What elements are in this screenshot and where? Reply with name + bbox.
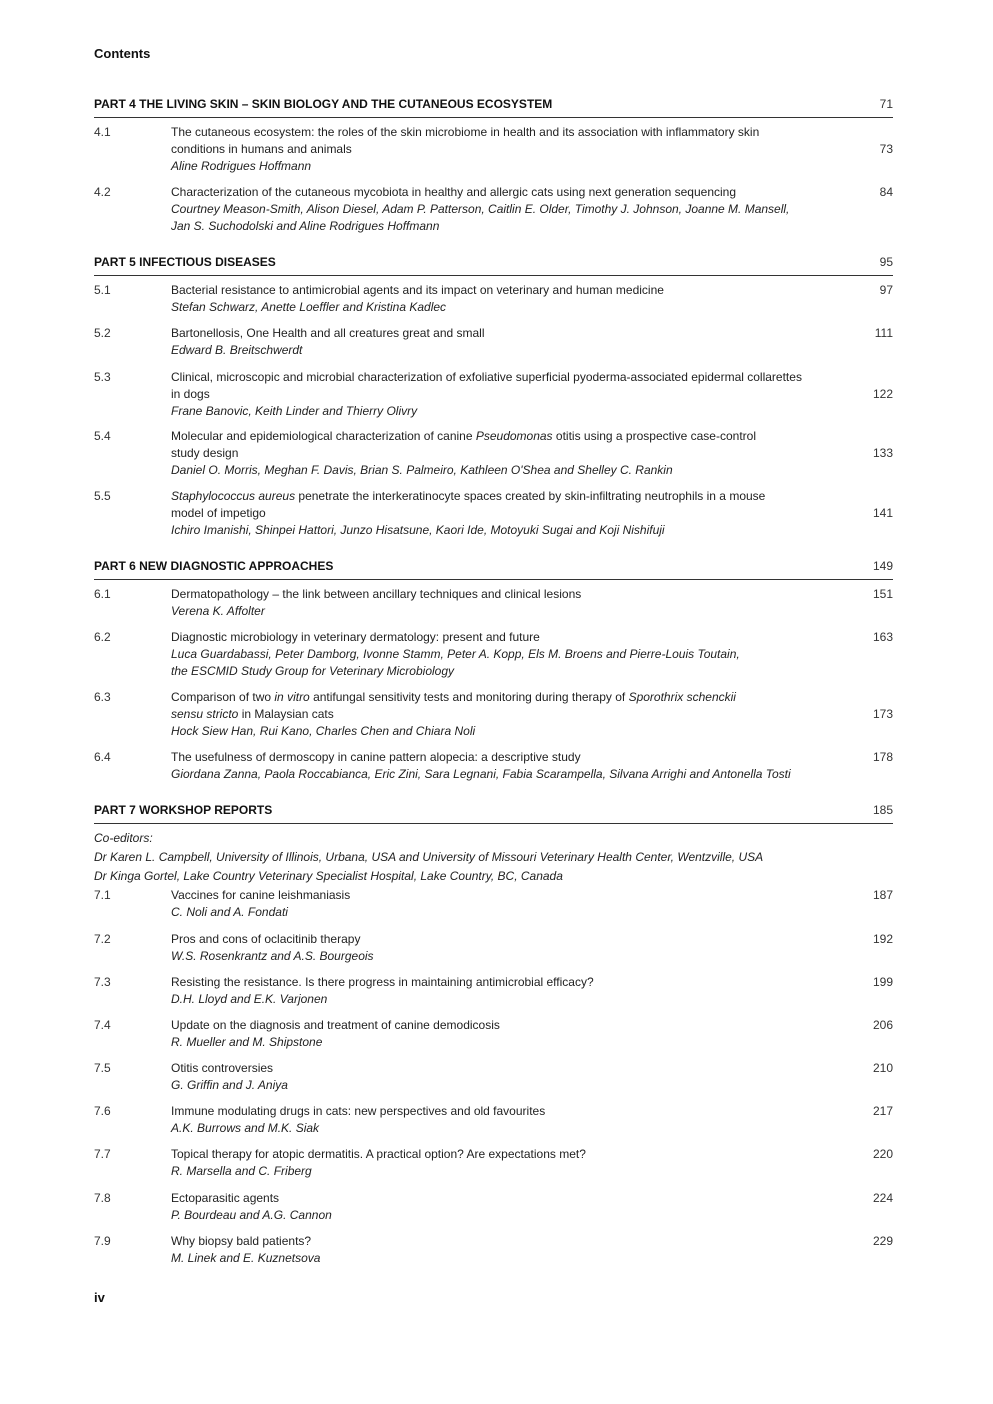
entry-page-number: 173 <box>872 707 893 721</box>
entry-title: Dermatopathology – the link between ancillary techniques and clinical lesions <box>171 587 582 601</box>
entry-authors: W.S. Rosenkrantz and A.S. Bourgeois <box>171 949 374 963</box>
entry-number: 6.3 <box>94 690 111 704</box>
entry-authors: P. Bourdeau and A.G. Cannon <box>171 1208 332 1222</box>
entry-title: Update on the diagnosis and treatment of canine demodicosis <box>171 1018 500 1032</box>
part-title: PART 5 INFECTIOUS DISEASES <box>94 255 276 269</box>
entry-number: 5.2 <box>94 326 111 340</box>
entry-authors: A.K. Burrows and M.K. Siak <box>171 1121 320 1135</box>
entry-title: Diagnostic microbiology in veterinary dermatology: present and future <box>171 630 540 644</box>
entry-authors: R. Marsella and C. Friberg <box>171 1164 312 1178</box>
entry-title: Resisting the resistance. Is there progress in maintaining antimicrobial efficacy? <box>171 975 594 989</box>
entry-title-continued: in dogs <box>171 387 210 401</box>
entry-title: Bacterial resistance to antimicrobial agents and its impact on veterinary and human medicine <box>171 283 664 297</box>
entry-number: 7.7 <box>94 1147 111 1161</box>
entry-authors: Giordana Zanna, Paola Roccabianca, Eric Zini, Sara Legnani, Fabia Scarampella, Silvana Arrighi and Antonella Tosti <box>171 767 791 781</box>
coeditors-label: Co-editors: <box>94 831 153 845</box>
entry-page-number: 217 <box>872 1104 893 1118</box>
entry-number: 6.4 <box>94 750 111 764</box>
entry-title-italic: Pseudomonas <box>475 429 553 443</box>
part-page-number: 149 <box>872 559 893 573</box>
entry-title-continued: conditions in humans and animals <box>171 142 352 156</box>
entry-number: 4.1 <box>94 125 111 139</box>
entry-title-text: antifungal sensitivity tests and monitoring during therapy of <box>309 690 629 704</box>
entry-authors: M. Linek and E. Kuznetsova <box>171 1251 321 1265</box>
entry-title: Immune modulating drugs in cats: new perspectives and old favourites <box>171 1104 546 1118</box>
entry-authors: Aline Rodrigues Hoffmann <box>171 159 312 173</box>
entry-authors: R. Mueller and M. Shipstone <box>171 1035 323 1049</box>
entry-page-number: 73 <box>879 142 893 156</box>
entry-page-number: 163 <box>872 630 893 644</box>
entry-page-number: 178 <box>872 750 893 764</box>
entry-number: 5.5 <box>94 489 111 503</box>
part-title: PART 7 WORKSHOP REPORTS <box>94 803 273 817</box>
entry-page-number: 151 <box>872 587 893 601</box>
entry-title-continued: study design <box>171 446 239 460</box>
entry-title-continued <box>171 706 831 723</box>
entry-authors: D.H. Lloyd and E.K. Varjonen <box>171 992 328 1006</box>
entry-number: 7.9 <box>94 1234 111 1248</box>
coeditor-line: Dr Karen L. Campbell, University of Illinois, Urbana, USA and University of Missouri Veterinary Health Center, Wentzville, USA <box>94 850 764 864</box>
entry-authors: Ichiro Imanishi, Shinpei Hattori, Junzo Hisatsune, Kaori Ide, Motoyuki Sugai and Koji Nishifuji <box>171 523 665 537</box>
entry-title-italic: Staphylococcus aureus <box>171 489 296 503</box>
entry-title-text: Comparison of two <box>171 690 275 704</box>
entry-title <box>171 488 831 505</box>
entry-page-number: 220 <box>872 1147 893 1161</box>
entry-page-number: 97 <box>879 283 893 297</box>
entry-authors-continued: Jan S. Suchodolski and Aline Rodrigues Hoffmann <box>171 219 440 233</box>
entry-title <box>171 689 831 706</box>
entry-number: 7.3 <box>94 975 111 989</box>
entry-title: Why biopsy bald patients? <box>171 1234 312 1248</box>
entry-number: 7.6 <box>94 1104 111 1118</box>
entry-number: 7.2 <box>94 932 111 946</box>
entry-number: 5.1 <box>94 283 111 297</box>
entry-title <box>171 428 831 445</box>
entry-authors: C. Noli and A. Fondati <box>171 905 288 919</box>
entry-page-number: 192 <box>872 932 893 946</box>
entry-page-number: 133 <box>872 446 893 460</box>
entry-number: 7.1 <box>94 888 111 902</box>
entry-title-continued: model of impetigo <box>171 506 266 520</box>
entry-title: Bartonellosis, One Health and all creatures great and small <box>171 326 485 340</box>
entry-page-number: 206 <box>872 1018 893 1032</box>
part-5-heading <box>94 255 893 276</box>
entry-title: Vaccines for canine leishmaniasis <box>171 888 351 902</box>
entry-number: 7.8 <box>94 1191 111 1205</box>
entry-number: 5.4 <box>94 429 111 443</box>
entry-authors-continued: the ESCMID Study Group for Veterinary Microbiology <box>171 664 455 678</box>
entry-title: Pros and cons of oclacitinib therapy <box>171 932 361 946</box>
entry-page-number: 187 <box>872 888 893 902</box>
entry-title: The usefulness of dermoscopy in canine pattern alopecia: a descriptive study <box>171 750 581 764</box>
entry-authors: Courtney Meason-Smith, Alison Diesel, Adam P. Patterson, Caitlin E. Older, Timothy J. Johnson, Joanne M. Mansell, <box>171 202 790 216</box>
part-page-number: 71 <box>879 97 893 111</box>
entry-number: 7.5 <box>94 1061 111 1075</box>
entry-title: Topical therapy for atopic dermatitis. A practical option? Are expectations met? <box>171 1147 586 1161</box>
page-title: Contents <box>94 46 151 61</box>
entry-title: Otitis controversies <box>171 1061 274 1075</box>
entry-authors: Luca Guardabassi, Peter Damborg, Ivonne Stamm, Peter A. Kopp, Els M. Broens and Pierre-Louis Toutain, <box>171 647 740 661</box>
part-page-number: 185 <box>872 803 893 817</box>
entry-page-number: 210 <box>872 1061 893 1075</box>
entry-page-number: 141 <box>872 506 893 520</box>
part-title: PART 4 THE LIVING SKIN – SKIN BIOLOGY AND THE CUTANEOUS ECOSYSTEM <box>94 97 553 111</box>
entry-title: Characterization of the cutaneous mycobiota in healthy and allergic cats using next generation sequencing <box>171 185 737 199</box>
entry-page-number: 199 <box>872 975 893 989</box>
part-page-number: 95 <box>879 255 893 269</box>
page-folio: iv <box>94 1290 105 1305</box>
part-title: PART 6 NEW DIAGNOSTIC APPROACHES <box>94 559 334 573</box>
entry-title-text: Molecular and epidemiological characterization of canine <box>171 429 476 443</box>
entry-authors: Hock Siew Han, Rui Kano, Charles Chen and Chiara Noli <box>171 724 476 738</box>
entry-title-italic: sensu stricto <box>171 707 239 721</box>
entry-title: Clinical, microscopic and microbial characterization of exfoliative superficial pyoderma-associated epidermal collarettes <box>171 370 802 384</box>
entry-page-number: 84 <box>879 185 893 199</box>
entry-number: 6.2 <box>94 630 111 644</box>
entry-authors: Daniel O. Morris, Meghan F. Davis, Brian S. Palmeiro, Kathleen O'Shea and Shelley C. Rankin <box>171 463 673 477</box>
entry-authors: Stefan Schwarz, Anette Loeffler and Kristina Kadlec <box>171 300 447 314</box>
entry-title-italic: in vitro <box>274 690 310 704</box>
part-4-heading <box>94 97 893 118</box>
entry-title-text: in Malaysian cats <box>238 707 334 721</box>
entry-number: 5.3 <box>94 370 111 384</box>
entry-title: Ectoparasitic agents <box>171 1191 280 1205</box>
entry-title: The cutaneous ecosystem: the roles of the skin microbiome in health and its association with inflammatory skin <box>171 125 760 139</box>
part-6-heading <box>94 559 893 580</box>
entry-authors: G. Griffin and J. Aniya <box>171 1078 288 1092</box>
entry-authors: Frane Banovic, Keith Linder and Thierry Olivry <box>171 404 418 418</box>
entry-number: 4.2 <box>94 185 111 199</box>
entry-page-number: 229 <box>872 1234 893 1248</box>
entry-authors: Edward B. Breitschwerdt <box>171 343 303 357</box>
coeditor-line: Dr Kinga Gortel, Lake Country Veterinary Specialist Hospital, Lake Country, BC, Canada <box>94 869 563 883</box>
entry-page-number: 111 <box>874 326 893 340</box>
entry-title-text: otitis using a prospective case-control <box>552 429 756 443</box>
entry-number: 6.1 <box>94 587 111 601</box>
entry-title-text: penetrate the interkeratinocyte spaces created by skin-infiltrating neutrophils in a mouse <box>295 489 766 503</box>
entry-page-number: 122 <box>872 387 893 401</box>
entry-title-italic: Sporothrix schenckii <box>628 690 736 704</box>
entry-page-number: 224 <box>872 1191 893 1205</box>
entry-number: 7.4 <box>94 1018 111 1032</box>
part-7-heading <box>94 803 893 824</box>
entry-authors: Verena K. Affolter <box>171 604 265 618</box>
